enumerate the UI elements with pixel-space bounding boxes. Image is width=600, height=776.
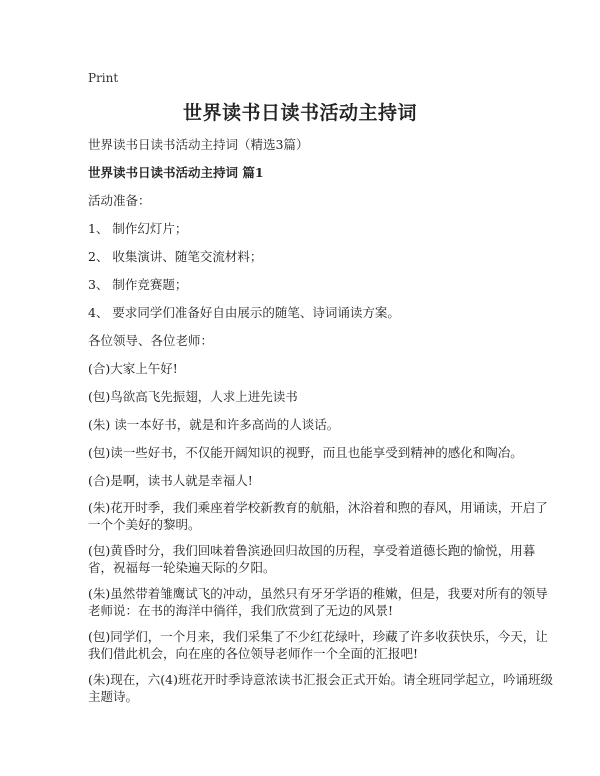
document-subtitle: 世界读书日读书活动主持词（精选3篇） xyxy=(88,137,309,152)
document-title: 世界读书日读书活动主持词 xyxy=(182,102,417,124)
paragraph: (包)同学们，一个月来，我们采集了不少红花绿叶，珍藏了许多收获快乐，今天，让我们借此机会，向在座的各位领导老师作一个全面的汇报吧! xyxy=(88,629,548,661)
paragraph: (包)鸟欲高飞先振翅，人求上进先读书 xyxy=(88,389,298,404)
paragraph: 2、 收集演讲、随笔交流材料； xyxy=(88,249,263,264)
paragraph: (包)读一些好书，不仅能开阔知识的视野，而且也能享受到精神的感化和陶冶。 xyxy=(88,445,523,460)
paragraph: 4、 要求同学们准备好自由展示的随笔、诗词诵读方案。 xyxy=(88,305,400,320)
paragraph: (朱)虽然带着雏鹰试飞的冲动，虽然只有牙牙学语的稚嫩，但是，我要对所有的领导老师说：在书的海洋中徜徉，我们欣赏到了无边的风景! xyxy=(88,586,548,618)
paragraph: (包)黄昏时分，我们回味着鲁滨逊回归故国的历程，享受着道德长跑的愉悦，用暮省，祝福每一轮染遍天际的夕阳。 xyxy=(88,543,536,575)
paragraph: (合)是啊，读书人就是幸福人! xyxy=(88,473,253,488)
paragraph: 1、 制作幻灯片； xyxy=(88,221,188,236)
paragraph: (合)大家上午好! xyxy=(88,361,178,376)
paragraph: 各位领导、各位老师： xyxy=(88,333,214,348)
print-link[interactable]: Print xyxy=(88,71,119,85)
paragraph: 3、 制作竞赛题； xyxy=(88,277,188,292)
section-heading: 世界读书日读书活动主持词 篇1 xyxy=(88,165,264,180)
paragraph: (朱)现在，六(4)班花开时季诗意浓读书汇报会正式开始。请全班同学起立，吟诵班级主题诗。 xyxy=(88,672,553,704)
paragraph: 活动准备： xyxy=(88,193,151,208)
paragraph: (朱)花开时季，我们乘座着学校新教育的航船，沐浴着和煦的春风，用诵读，开启了一个个美好的黎明。 xyxy=(88,500,548,532)
paragraph: (朱) 读一本好书，就是和许多高尚的人谈话。 xyxy=(88,417,340,432)
